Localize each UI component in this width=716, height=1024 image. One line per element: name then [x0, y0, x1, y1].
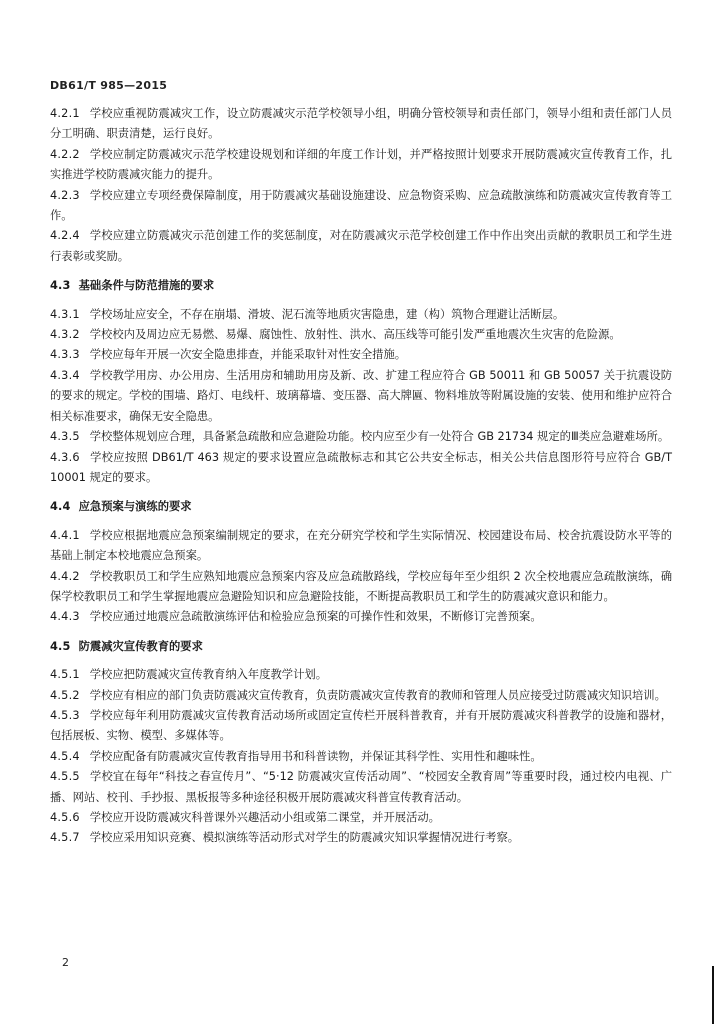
- clause-number: 4.3.2: [50, 328, 80, 342]
- clause-text: 学校应采用知识竞赛、模拟演练等活动形式对学生的防震减灾知识掌握情况进行考察。: [89, 831, 520, 845]
- clause-paragraph: [50, 808, 672, 828]
- page-number: 2: [62, 956, 69, 969]
- clause-number: 4.5.6: [50, 811, 80, 824]
- clause-text: 学校应每年利用防震减灾宣传教育活动场所或固定宣传栏开展科普教育，并有开展防震减灾科普教学的设施和器材，包括展板、实物、模型、多媒体等。: [50, 708, 672, 743]
- clause-number: 4.2.4: [50, 229, 80, 243]
- clause-number: 4.3.5: [50, 430, 80, 444]
- clause-text: 学校教职员工和学生应熟知地震应急预案内容及应急疏散路线，学校应每年至少组织 2 次全校地震应急疏散演练，确保学校教职员工和学生掌握地震应急避险知识和应急避险技能，不断提高教职员工和学生的防震减灾意识和能力。: [50, 569, 672, 603]
- clause-paragraph: [50, 345, 672, 365]
- clause-text: 学校应建立专项经费保障制度，用于防震减灾基础设施建设、应急物资采购、应急疏散演练和防震减灾宣传教育等工作。: [50, 188, 672, 223]
- clause-paragraph: [50, 567, 672, 608]
- section-title: 基础条件与防范措施的要求: [78, 279, 215, 293]
- clause-paragraph: [50, 828, 672, 848]
- clause-text: 学校应建立防震减灾示范创建工作的奖惩制度，对在防震减灾示范学校创建工作中作出突出贡献的教职员工和学生进行表彰或奖励。: [50, 229, 672, 263]
- clause-text: 学校应配备有防震减灾宣传教育指导用书和科普读物，并保证其科学性、实用性和趣味性。: [89, 749, 542, 763]
- clause-text: 学校校内及周边应无易燃、易爆、腐蚀性、放射性、洪水、高压线等可能引发严重地震次生灾害的危险源。: [89, 328, 621, 342]
- document-code: DB61/T 985—2015: [50, 79, 168, 92]
- section-heading: [50, 497, 672, 517]
- clause-number: 4.4.2: [50, 569, 80, 583]
- clause-text: 学校应制定防震减灾示范学校建设规划和详细的年度工作计划，并严格按照计划要求开展防震减灾宣传教育工作，扎实推进学校防震减灾能力的提升。: [50, 147, 672, 182]
- clause-number: 4.3.3: [50, 348, 80, 362]
- section-title: 防震减灾宣传教育的要求: [78, 639, 203, 653]
- clause-paragraph: [50, 226, 672, 267]
- clause-text: 学校应按照 DB61/T 463 规定的要求设置应急疏散标志和其它公共安全标志，相关公共信息图形符号应符合 GB/T 10001 规定的要求。: [50, 450, 672, 484]
- clause-number: 4.3.1: [50, 307, 80, 321]
- clause-number: 4.5.7: [50, 831, 80, 845]
- section-number: 4.3: [50, 279, 71, 293]
- clause-paragraph: [50, 305, 672, 325]
- clause-number: 4.2.2: [50, 147, 80, 161]
- clause-text: 学校应重视防震减灾工作，设立防震减灾示范学校领导小组，明确分管校领导和责任部门，领导小组和责任部门人员分工明确、职责清楚，运行良好。: [50, 107, 672, 141]
- clause-paragraph: [50, 767, 672, 808]
- clause-text: 学校场址应安全，不存在崩塌、滑坡、泥石流等地质灾害隐患，建（构）筑物合理避让活断层。: [89, 307, 565, 321]
- clause-number: 4.4.1: [50, 528, 80, 542]
- clause-paragraph: [50, 427, 672, 447]
- clause-text: 学校应有相应的部门负责防震减灾宣传教育，负责防震减灾宣传教育的教师和管理人员应接受过防震减灾知识培训。: [89, 688, 666, 702]
- clause-paragraph: [50, 186, 672, 227]
- clause-paragraph: [50, 686, 672, 706]
- clause-paragraph: [50, 145, 672, 186]
- section-heading: [50, 637, 672, 657]
- clause-number: 4.5.4: [50, 749, 80, 763]
- clause-paragraph: [50, 747, 672, 767]
- clause-paragraph: [50, 104, 672, 145]
- clause-number: 4.5.2: [50, 688, 80, 702]
- section-number: 4.4: [50, 500, 71, 514]
- clause-text: 学校教学用房、办公用房、生活用房和辅助用房及新、改、扩建工程应符合 GB 50011 和 GB 50057 关于抗震设防的要求的规定。学校的围墙、路灯、电线杆、玻璃幕墙、变压器、高大牌匾、物料堆放等附属设施的安装、使用和维护应符合相关标准要求，确保无安全隐患。: [50, 368, 672, 423]
- clause-number: 4.4.3: [50, 610, 80, 624]
- section-heading: [50, 276, 672, 296]
- scan-edge-line: [712, 966, 714, 1024]
- clause-paragraph: [50, 448, 672, 489]
- clause-number: 4.5.5: [50, 770, 80, 784]
- clause-paragraph: [50, 325, 672, 345]
- clause-number: 4.3.4: [50, 368, 80, 382]
- clause-paragraph: [50, 706, 672, 747]
- clause-number: 4.5.3: [50, 708, 80, 722]
- clause-paragraph: [50, 665, 672, 685]
- clause-number: 4.2.3: [50, 188, 80, 202]
- clause-number: 4.3.6: [50, 450, 80, 464]
- clause-text: 学校应根据地震应急预案编制规定的要求，在充分研究学校和学生实际情况、校园建设布局、校舍抗震设防水平等的基础上制定本校地震应急预案。: [50, 528, 672, 563]
- clause-text: 学校整体规划应合理，具备紧急疏散和应急避险功能。校内应至少有一处符合 GB 21734 规定的Ⅲ类应急避难场所。: [89, 430, 670, 444]
- document-body: [50, 104, 672, 849]
- clause-number: 4.2.1: [50, 107, 80, 120]
- clause-text: 学校应把防震减灾宣传教育纳入年度教学计划。: [89, 668, 327, 682]
- section-title: 应急预案与演练的要求: [78, 500, 192, 514]
- section-number: 4.5: [50, 639, 71, 653]
- clause-paragraph: [50, 366, 672, 427]
- clause-text: 学校应通过地震应急疏散演练评估和检验应急预案的可操作性和效果，不断修订完善预案。: [89, 610, 542, 624]
- clause-text: 学校应每年开展一次安全隐患排查，并能采取针对性安全措施。: [89, 348, 407, 362]
- clause-paragraph: [50, 607, 672, 627]
- clause-paragraph: [50, 526, 672, 567]
- clause-text: 学校宜在每年“科技之春宣传月”、“5·12 防震减灾宣传活动周”、“校园安全教育周”等重要时段，通过校内电视、广播、网站、校刊、手抄报、黑板报等多种途径积极开展防震减灾科普宣传教育活动。: [50, 770, 672, 804]
- clause-number: 4.5.1: [50, 668, 80, 682]
- clause-text: 学校应开设防震减灾科普课外兴趣活动小组或第二课堂，并开展活动。: [89, 811, 440, 824]
